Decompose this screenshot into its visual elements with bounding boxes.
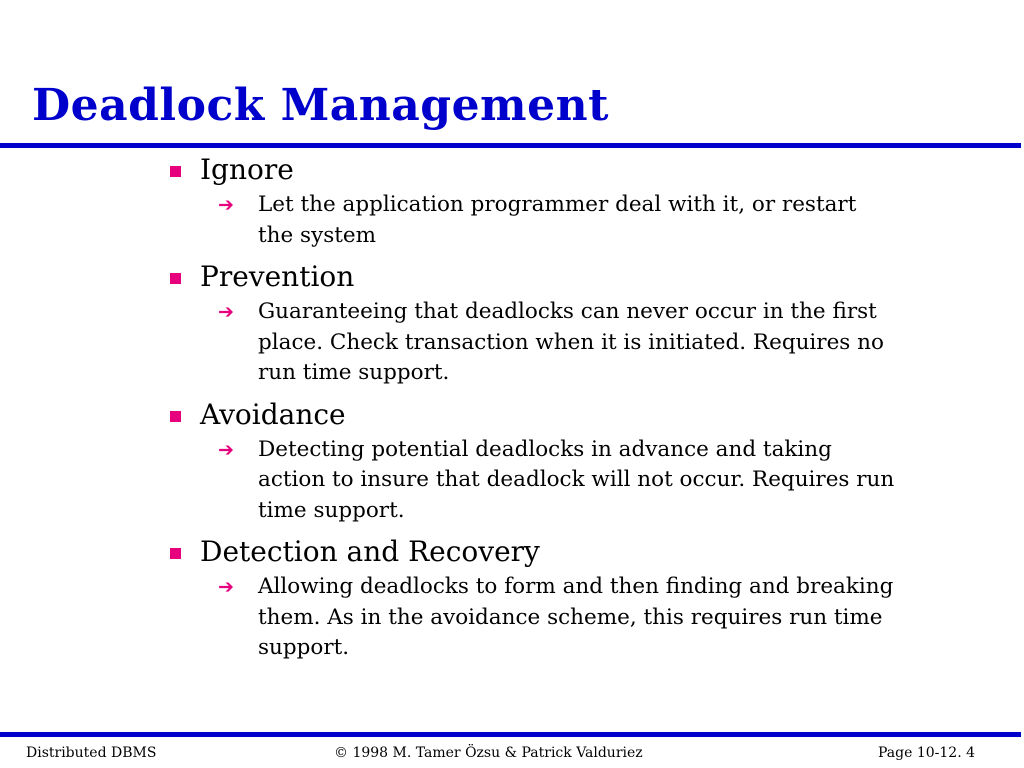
bullet-label: Ignore <box>200 153 294 186</box>
arrow-right-icon: ➔ <box>218 438 234 461</box>
bullet-label: Avoidance <box>200 397 346 431</box>
footer-divider <box>0 732 1021 737</box>
footer-copyright: © 1998 M. Tamer Özsu & Patrick Valduriez <box>334 745 643 761</box>
arrow-right-icon: ➔ <box>218 301 234 323</box>
title-divider <box>0 143 1021 148</box>
square-bullet-icon <box>170 166 181 177</box>
bullet-list <box>168 150 908 670</box>
footer-course: Distributed DBMS <box>26 745 157 761</box>
square-bullet-icon <box>170 273 181 284</box>
footer-page-number: Page 10-12. 4 <box>878 745 976 761</box>
square-bullet-icon <box>170 411 181 422</box>
slide-title: Deadlock Management <box>32 80 609 131</box>
arrow-right-icon: ➔ <box>218 194 234 216</box>
bullet-item-prevention <box>168 257 908 389</box>
bullet-detail: Guaranteeing that deadlocks can never occur in the first place. Check transaction when it is initiated. Requires no run time support. <box>258 299 884 385</box>
arrow-right-icon: ➔ <box>218 576 234 598</box>
bullet-detail: Let the application programmer deal with it, or restart the system <box>258 192 857 248</box>
bullet-detail: Detecting potential deadlocks in advance and taking action to insure that deadlock will not occur. Requires run time support. <box>258 436 895 523</box>
bullet-label: Detection and Recovery <box>200 535 540 568</box>
square-bullet-icon <box>170 548 181 559</box>
bullet-item-detection-recovery <box>168 532 908 664</box>
bullet-label: Prevention <box>200 260 355 293</box>
bullet-item-avoidance <box>168 395 908 527</box>
bullet-item-ignore <box>168 150 908 251</box>
bullet-detail: Allowing deadlocks to form and then finding and breaking them. As in the avoidance scheme, this requires run time support. <box>258 574 894 660</box>
